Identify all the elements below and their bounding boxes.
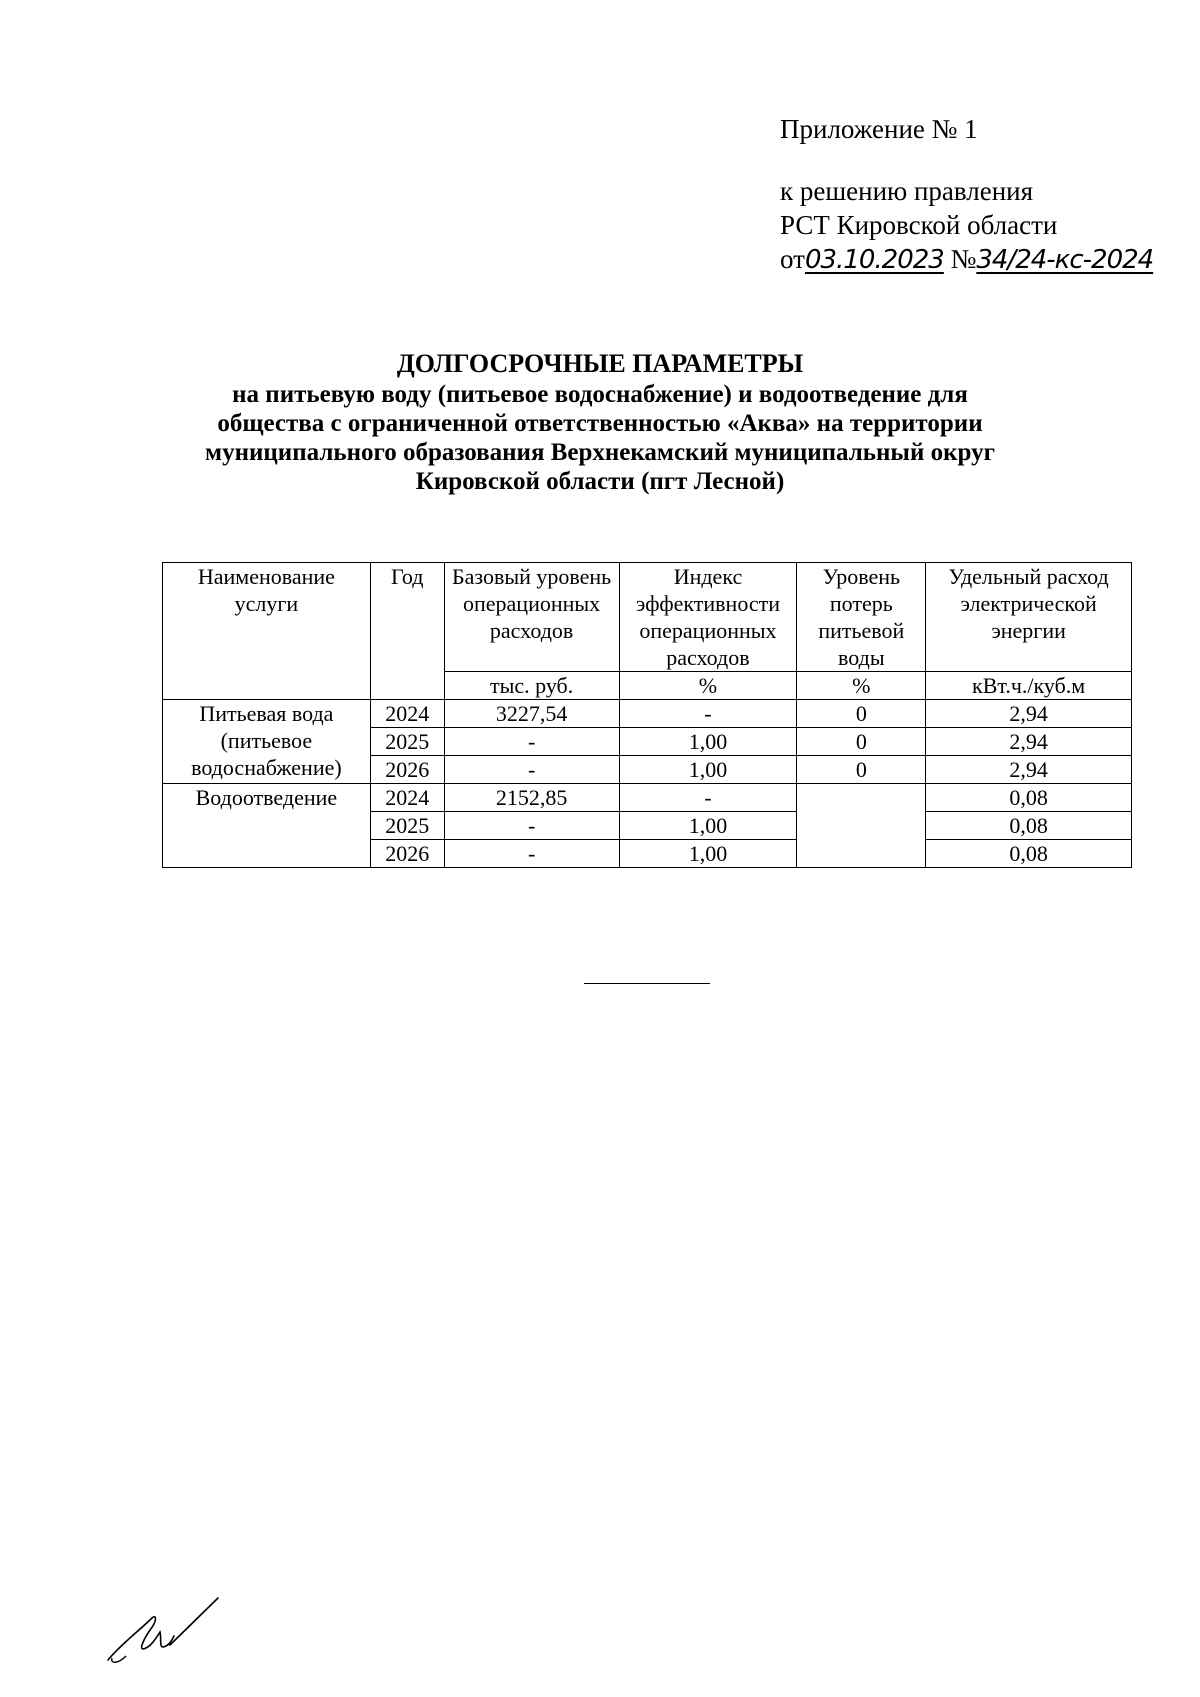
- header-water-loss: Уровень потерь питьевой воды: [797, 563, 926, 672]
- base-cost-cell: -: [444, 756, 619, 784]
- base-cost-cell: -: [444, 840, 619, 868]
- index-cell: 1,00: [619, 756, 797, 784]
- loss-cell: 0: [797, 700, 926, 728]
- end-separator: [584, 983, 710, 984]
- parameters-table: [162, 562, 1132, 868]
- loss-cell-merged: [797, 784, 926, 868]
- header-efficiency-index: Индекс эффективности операционных расходов: [619, 563, 797, 672]
- date-prefix: от: [780, 244, 805, 274]
- loss-cell: 0: [797, 728, 926, 756]
- header-energy: Удельный расход электрической энергии: [926, 563, 1132, 672]
- index-cell: 1,00: [619, 840, 797, 868]
- index-cell: 1,00: [619, 812, 797, 840]
- base-cost-cell: -: [444, 728, 619, 756]
- year-cell: 2024: [370, 700, 444, 728]
- unit-loss: %: [797, 672, 926, 700]
- base-cost-cell: 3227,54: [444, 700, 619, 728]
- base-cost-cell: -: [444, 812, 619, 840]
- index-cell: 1,00: [619, 728, 797, 756]
- year-cell: 2026: [370, 756, 444, 784]
- subtitle-line: на питьевую воду (питьевое водоснабжение) и водоотведение для: [232, 381, 968, 408]
- annex-line-2: РСТ Кировской области: [780, 210, 1058, 240]
- header-year: Год: [370, 563, 444, 700]
- table-header-row: [163, 563, 1132, 672]
- signature-mark: [100, 1590, 230, 1670]
- base-cost-cell: 2152,85: [444, 784, 619, 812]
- energy-cell: 2,94: [926, 700, 1132, 728]
- annex-line-1: к решению правления: [780, 176, 1034, 206]
- unit-index: %: [619, 672, 797, 700]
- unit-energy: кВт.ч./куб.м: [926, 672, 1132, 700]
- number-prefix: №: [950, 244, 977, 274]
- service-name: Водоотведение: [163, 784, 371, 868]
- index-cell: -: [619, 700, 797, 728]
- year-cell: 2025: [370, 728, 444, 756]
- header-base-cost: Базовый уровень операционных расходов: [444, 563, 619, 672]
- loss-cell: 0: [797, 756, 926, 784]
- document-title: ДОЛГОСРОЧНЫЕ ПАРАМЕТРЫ: [396, 349, 804, 378]
- unit-base-cost: тыс. руб.: [444, 672, 619, 700]
- energy-cell: 2,94: [926, 728, 1132, 756]
- index-cell: -: [619, 784, 797, 812]
- document-heading: [150, 348, 1050, 496]
- annex-date-line: [780, 242, 1153, 277]
- service-name: Питьевая вода (питьевое водоснабжение): [163, 700, 371, 784]
- subtitle-line: муниципального образования Верхнекамский муниципальный округ: [205, 439, 995, 466]
- energy-cell: 0,08: [926, 812, 1132, 840]
- decision-date: 03.10.2023: [804, 245, 944, 275]
- energy-cell: 2,94: [926, 756, 1132, 784]
- energy-cell: 0,08: [926, 840, 1132, 868]
- decision-number: 34/24-кс-2024: [976, 245, 1154, 275]
- annex-block: [780, 112, 1153, 277]
- table-row: [163, 784, 1132, 812]
- year-cell: 2025: [370, 812, 444, 840]
- subtitle-line: общества с ограниченной ответственностью «Аква» на территории: [217, 410, 983, 437]
- subtitle-line: Кировской области (пгт Лесной): [415, 468, 785, 495]
- table-row: [163, 700, 1132, 728]
- annex-title: Приложение № 1: [780, 114, 978, 144]
- header-service: Наименование услуги: [163, 563, 371, 700]
- year-cell: 2026: [370, 840, 444, 868]
- year-cell: 2024: [370, 784, 444, 812]
- energy-cell: 0,08: [926, 784, 1132, 812]
